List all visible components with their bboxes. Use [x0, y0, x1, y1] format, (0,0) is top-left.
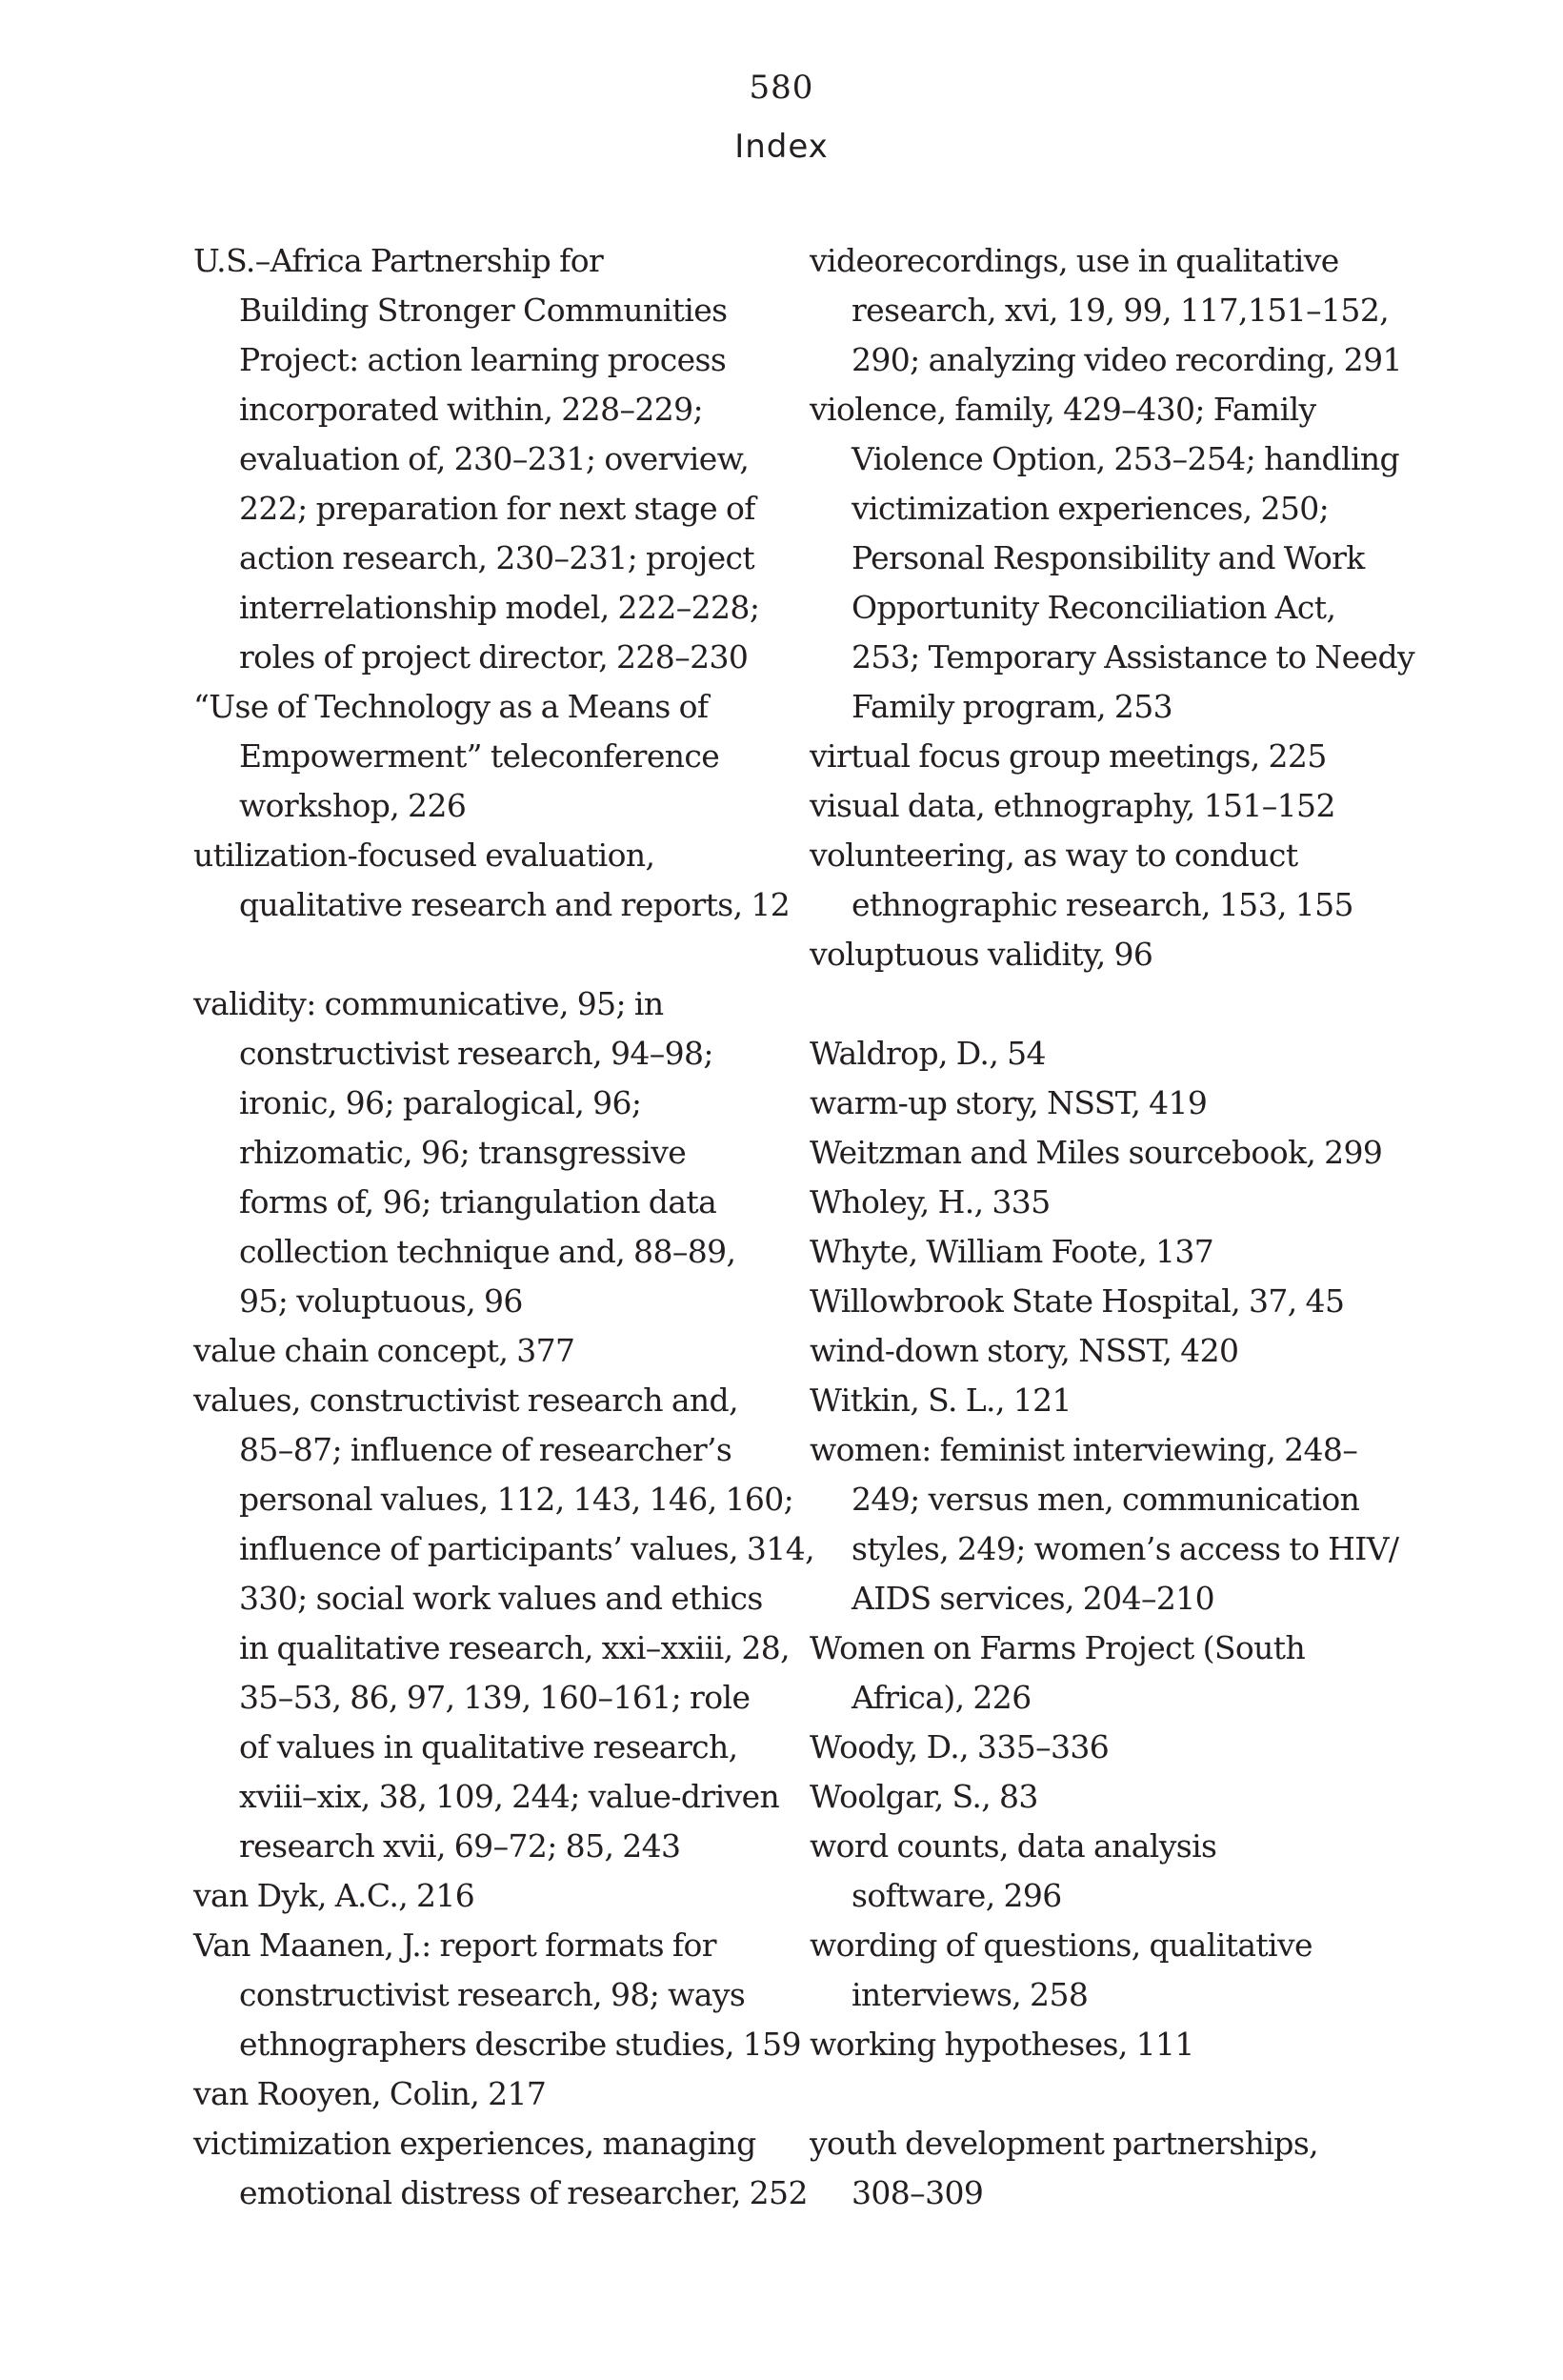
index-entry-continuation: ethnographers describe studies, 159	[239, 2026, 801, 2063]
index-entry-continuation: 35–53, 86, 97, 139, 160–161; role	[239, 1679, 751, 1716]
index-entry	[193, 236, 803, 682]
index-entry	[193, 1921, 803, 2069]
index-entry-continuation: research, xvi, 19, 99, 117,151–152,	[852, 292, 1390, 329]
index-entry-continuation: AIDS services, 204–210	[852, 1580, 1215, 1617]
index-entry-heading: Wholey, H., 335	[810, 1183, 1051, 1220]
index-entry-heading: U.S.–Africa Partnership for	[193, 242, 604, 279]
index-entry-heading: word counts, data analysis	[810, 1827, 1217, 1865]
index-entry	[810, 1772, 1419, 1822]
index-entry-continuation: 308–309	[852, 2174, 984, 2211]
index-entry	[810, 1227, 1419, 1277]
index-entry-continuation: 85–87; influence of researcher’s	[239, 1431, 732, 1468]
index-entry-continuation: styles, 249; women’s access to HIV/	[852, 1530, 1399, 1567]
index-entry	[193, 831, 803, 930]
index-entry-heading: van Rooyen, Colin, 217	[193, 2075, 547, 2112]
index-entry	[810, 1723, 1419, 1772]
index-entry-heading: “Use of Technology as a Means of	[193, 688, 709, 725]
index-entry	[810, 1921, 1419, 2020]
index-entry-continuation: interviews, 258	[852, 1976, 1089, 2013]
index-entry-heading: wording of questions, qualitative	[810, 1926, 1313, 1964]
index-entry	[810, 1029, 1419, 1079]
index-entry	[810, 236, 1419, 385]
index-entry	[810, 1822, 1419, 1921]
index-entry-heading: working hypotheses, 111	[810, 2026, 1194, 2063]
index-entry	[193, 979, 803, 1326]
index-entry-continuation: Violence Option, 253–254; handling	[852, 440, 1400, 477]
index-entry-continuation: ethnographic research, 153, 155	[852, 886, 1353, 923]
index-entry-continuation: roles of project director, 228–230	[239, 638, 749, 676]
index-entry-continuation: 253; Temporary Assistance to Needy	[852, 638, 1415, 676]
index-entry	[193, 1326, 803, 1376]
index-entry-continuation: rhizomatic, 96; transgressive	[239, 1134, 687, 1171]
index-entry-heading: validity: communicative, 95; in	[193, 985, 664, 1022]
index-entry	[810, 930, 1419, 979]
index-entry	[810, 831, 1419, 930]
index-entry-heading: women: feminist interviewing, 248–	[810, 1431, 1358, 1468]
index-entry-continuation: workshop, 226	[239, 787, 467, 824]
index-entry-continuation: constructivist research, 94–98;	[239, 1035, 713, 1072]
index-entry	[193, 2069, 803, 2119]
index-entry-continuation: evaluation of, 230–231; overview,	[239, 440, 750, 477]
index-entry-continuation: research xvii, 69–72; 85, 243	[239, 1827, 681, 1865]
index-entry-heading: Women on Farms Project (South	[810, 1629, 1306, 1666]
index-entry-continuation: ironic, 96; paralogical, 96;	[239, 1084, 642, 1121]
index-entry-heading: voluptuous validity, 96	[810, 936, 1153, 973]
index-entry-heading: wind-down story, NSST, 420	[810, 1332, 1239, 1369]
index-entry-continuation: xviii–xix, 38, 109, 244; value-driven	[239, 1778, 780, 1815]
index-entry-continuation: 249; versus men, communication	[852, 1481, 1360, 1518]
index-entry-heading: utilization-focused evaluation,	[193, 837, 655, 874]
index-entry	[810, 1079, 1419, 1128]
index-entry-continuation: interrelationship model, 222–228;	[239, 589, 760, 626]
index-entry-continuation: incorporated within, 228–229;	[239, 391, 704, 428]
index-entry	[193, 2119, 808, 2218]
index-entry	[193, 682, 803, 831]
index-entry-continuation: emotional distress of researcher, 252	[239, 2174, 808, 2211]
index-entry-heading: youth development partnerships,	[810, 2125, 1319, 2162]
index-entry	[810, 1425, 1419, 1624]
index-column-left	[193, 236, 814, 2218]
index-entry-continuation: 330; social work values and ethics	[239, 1580, 763, 1617]
index-entry-continuation: software, 296	[852, 1877, 1062, 1914]
index-entry-continuation: action research, 230–231; project	[239, 539, 755, 576]
index-entry-heading: visual data, ethnography, 151–152	[810, 787, 1335, 824]
index-entry-continuation: Building Stronger Communities	[239, 292, 728, 329]
index-entry	[810, 1128, 1419, 1178]
index-entry-continuation: Project: action learning process	[239, 341, 727, 378]
index-entry-continuation: Opportunity Reconciliation Act,	[852, 589, 1336, 626]
index-entry-heading: virtual focus group meetings, 225	[810, 737, 1327, 775]
index-entry-continuation: 290; analyzing video recording, 291	[852, 341, 1402, 378]
index-entry-heading: volunteering, as way to conduct	[810, 837, 1298, 874]
index-entry-continuation: 95; voluptuous, 96	[239, 1282, 523, 1320]
index-entry-continuation: influence of participants’ values, 314,	[239, 1530, 814, 1567]
index-entry-continuation: Family program, 253	[852, 688, 1173, 725]
index-entry	[810, 1326, 1419, 1376]
index-entry	[810, 385, 1419, 732]
running-head: Index	[734, 128, 829, 166]
index-entry	[810, 2119, 1419, 2218]
index-entry-continuation: collection technique and, 88–89,	[239, 1233, 736, 1270]
index-entry-continuation: Africa), 226	[852, 1679, 1032, 1716]
index-entry-continuation: victimization experiences, 250;	[852, 490, 1330, 527]
index-entry-continuation: Personal Responsibility and Work	[852, 539, 1365, 576]
index-entry-heading: van Dyk, A.C., 216	[193, 1877, 475, 1914]
index-entry-heading: value chain concept, 377	[193, 1332, 575, 1369]
index-entry-continuation: personal values, 112, 143, 146, 160;	[239, 1481, 794, 1518]
index-entry-heading: Whyte, William Foote, 137	[810, 1233, 1214, 1270]
index-entry	[810, 1624, 1419, 1723]
index-entry-heading: Van Maanen, J.: report formats for	[193, 1926, 716, 1964]
index-entry	[810, 1178, 1419, 1227]
index-entry	[810, 781, 1419, 831]
index-entry-heading: warm-up story, NSST, 419	[810, 1084, 1208, 1121]
index-entry-continuation: of values in qualitative research,	[239, 1728, 738, 1765]
index-entry-continuation: in qualitative research, xxi–xxiii, 28,	[239, 1629, 791, 1666]
index-entry	[810, 2020, 1419, 2069]
index-entry-heading: Weitzman and Miles sourcebook, 299	[810, 1134, 1383, 1171]
index-entry-heading: Woody, D., 335–336	[810, 1728, 1110, 1765]
index-entry	[810, 1376, 1419, 1425]
index-entry-continuation: 222; preparation for next stage of	[239, 490, 755, 527]
index-entry-continuation: forms of, 96; triangulation data	[239, 1183, 717, 1220]
index-entry	[193, 1376, 814, 1871]
index-entry	[810, 732, 1419, 781]
index-entry-continuation: constructivist research, 98; ways	[239, 1976, 746, 2013]
index-entry	[810, 1277, 1419, 1326]
index-column-right	[810, 236, 1419, 2218]
index-entry-heading: values, constructivist research and,	[193, 1382, 738, 1419]
index-entry-heading: violence, family, 429–430; Family	[810, 391, 1316, 428]
index-entry	[193, 1871, 803, 1921]
index-entry-heading: Willowbrook State Hospital, 37, 45	[810, 1282, 1345, 1320]
page-number: 580	[749, 69, 814, 107]
index-entry-continuation: Empowerment” teleconference	[239, 737, 720, 775]
index-entry-heading: Waldrop, D., 54	[810, 1035, 1046, 1072]
index-entry-continuation: qualitative research and reports, 12	[239, 886, 791, 923]
index-entry-heading: Witkin, S. L., 121	[810, 1382, 1072, 1419]
index-entry-heading: victimization experiences, managing	[193, 2125, 756, 2162]
index-entry-heading: Woolgar, S., 83	[810, 1778, 1038, 1815]
index-entry-heading: videorecordings, use in qualitative	[810, 242, 1339, 279]
